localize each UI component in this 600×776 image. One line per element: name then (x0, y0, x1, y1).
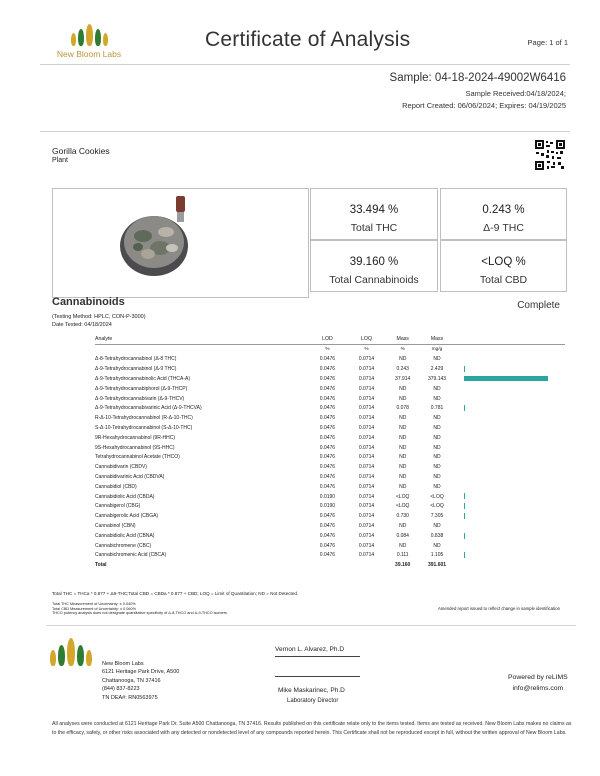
stat-label: Total CBD (479, 274, 528, 286)
lod-cell: 0.0190 (319, 493, 336, 500)
table-header-row (95, 334, 565, 344)
mass-mg-cell: ND (433, 425, 441, 432)
mass-mg-cell: ND (433, 454, 441, 461)
table-row (95, 521, 565, 531)
stat-total-cannabinoids (310, 240, 438, 292)
total-row (95, 560, 565, 570)
footer-divider (46, 625, 576, 626)
loq-cell: 0.0714 (358, 483, 375, 490)
lab-address (102, 660, 179, 702)
analyte-cell: R-Δ-10-Tetrahydrocannabinol (R-Δ-10-THC) (95, 415, 193, 422)
mass-mg-cell: ND (433, 356, 441, 363)
loq-cell: 0.0714 (358, 405, 375, 412)
amended-note: Amended report issued to reflect change in sample identification (437, 606, 560, 611)
stat-label: Total THC (350, 222, 398, 234)
loq-cell: 0.0714 (358, 474, 375, 481)
loq-cell: 0.0714 (358, 542, 375, 549)
analyte-cell: Cannabinol (CBN) (95, 523, 136, 530)
stat-label: Total Cannabinoids (329, 274, 419, 286)
lod-cell: 0.0476 (319, 532, 336, 539)
page-number: Page: 1 of 1 (527, 38, 568, 47)
powered-by (508, 672, 568, 694)
table-row (95, 433, 565, 443)
table-row (95, 551, 565, 561)
unit-loq: % (364, 347, 369, 353)
unit-lod: % (325, 347, 330, 353)
mass-pct-cell: ND (399, 542, 407, 549)
lod-cell: 0.0476 (319, 405, 336, 412)
product-name: Gorilla Cookies (52, 146, 110, 156)
mass-pct-cell: 37.914 (395, 376, 411, 383)
analyte-cell: 9S-Hexahydrocannabinol (9S-HHC) (95, 444, 175, 451)
uncertainty-notes (52, 602, 227, 616)
mass-pct-cell: ND (399, 356, 407, 363)
dea-license: TN DEA#: RN0563975 (102, 694, 158, 701)
report-dates: Report Created: 06/06/2024; Expires: 04/19/2025 (402, 101, 566, 110)
mass-pct-cell: ND (399, 425, 407, 432)
mass-pct-cell: ND (399, 395, 407, 402)
table-row (95, 531, 565, 541)
date-tested: Date Tested: 04/18/2024 (52, 322, 112, 328)
page-title: Certificate of Analysis (205, 28, 411, 51)
table-row (95, 492, 565, 502)
level-tick (464, 405, 465, 411)
lod-cell: 0.0476 (319, 523, 336, 530)
mass-pct-cell: <LOQ (395, 493, 410, 500)
lod-cell: 0.0476 (319, 385, 336, 392)
level-bar-cell (456, 482, 565, 492)
lod-cell: 0.0476 (319, 483, 336, 490)
col-bar (456, 334, 565, 344)
stat-value: 39.160 % (349, 256, 399, 268)
total-mg: 391.601 (427, 562, 447, 569)
level-bar-cell (456, 521, 565, 531)
analyte-cell: Cannabichromene (CBC) (95, 542, 152, 549)
mass-pct-cell: <LOQ (395, 503, 410, 510)
stat-value: 33.494 % (349, 204, 399, 216)
col-loq: LOQ (346, 334, 387, 344)
mass-mg-cell: <LOQ (430, 493, 444, 500)
footer-lab-name: New Bloom Labs (102, 661, 144, 667)
mass-mg-cell: 0.781 (430, 405, 444, 412)
table-row (95, 482, 565, 492)
contact-email[interactable]: info@relims.com (512, 685, 564, 692)
footer-leaf-logo-icon (50, 638, 92, 666)
lod-cell: 0.0476 (319, 552, 336, 559)
loq-cell: 0.0714 (358, 552, 375, 559)
mass-mg-cell: ND (433, 523, 441, 530)
loq-cell: 0.0714 (358, 532, 375, 539)
analyte-cell: Δ-9-Tetrahydrocannabivarin (Δ-9-THCV) (95, 395, 185, 402)
loq-cell: 0.0714 (358, 454, 375, 461)
loq-cell: 0.0714 (358, 376, 375, 383)
mass-pct-cell: ND (399, 464, 407, 471)
lab-phone: (844) 837-8223 (102, 686, 140, 693)
mass-mg-cell: 0.838 (430, 532, 444, 539)
uncertainty-thc: Total THC Measurement of Uncertainty: ± 0.040% (52, 602, 136, 606)
analyte-cell: Tetrahydrocannabinol Acetate (THCO) (95, 454, 180, 461)
mass-pct-cell: ND (399, 385, 407, 392)
table-row (95, 355, 565, 365)
level-bar (464, 376, 548, 381)
uncertainty-cbd: Total CBD Measurement of Uncertainty: ± 0.060% (52, 606, 136, 611)
level-bar-cell (456, 541, 565, 551)
lod-cell: 0.0476 (319, 513, 336, 520)
loq-cell: 0.0714 (358, 356, 375, 363)
loq-cell: 0.0714 (358, 523, 375, 530)
lod-cell: 0.0476 (319, 464, 336, 471)
sample-received: Sample Received:04/18/2024; (465, 89, 566, 98)
stat-label: Δ-9 THC (483, 222, 524, 234)
mass-mg-cell: <LOQ (430, 503, 444, 510)
sample-divider (40, 131, 570, 132)
stat-value: <LOQ % (481, 256, 526, 268)
lod-cell: 0.0190 (319, 503, 336, 510)
lab-logo (52, 24, 126, 59)
level-tick (464, 513, 465, 519)
analyte-cell: Cannabidiol (CBD) (95, 483, 137, 490)
level-bar-cell (456, 374, 565, 384)
mass-mg-cell: ND (433, 474, 441, 481)
level-bar-cell (456, 355, 565, 365)
analyte-cell: Δ-9-Tetrahydrocannabivarinic Acid (Δ-9-THCVA) (95, 405, 202, 412)
analyte-cell: Δ-9-Tetrahydrocannabinol (Δ-9 THC) (95, 366, 177, 373)
table-row (95, 511, 565, 521)
table-row (95, 502, 565, 512)
analyte-cell: S-Δ-10-Tetrahydrocannabinol (S-Δ-10-THC) (95, 425, 193, 432)
analyte-cell: Δ-9-Tetrahydrocannabiphorol (Δ-9-THCP) (95, 385, 188, 392)
stat-value: 0.243 % (482, 204, 525, 216)
lod-cell: 0.0476 (319, 434, 336, 441)
analyte-cell: Cannabidivarinic Acid (CBDVA) (95, 474, 165, 481)
mass-mg-cell: ND (433, 434, 441, 441)
analyte-cell: Δ-9-Tetrahydrocannabinolic Acid (THCA-A) (95, 376, 191, 383)
mass-pct-cell: 0.084 (396, 532, 409, 539)
table-row (95, 443, 565, 453)
mass-mg-cell: ND (433, 464, 441, 471)
signer2-name: Mike Maskarinec, Ph.D (278, 687, 345, 694)
lod-cell: 0.0476 (319, 454, 336, 461)
mass-mg-cell: 2.429 (430, 366, 444, 373)
section-title: Cannabinoids (52, 296, 125, 308)
loq-cell: 0.0714 (358, 385, 375, 392)
unit-mg: mg/g (431, 347, 443, 353)
leaf-logo-icon (52, 24, 126, 46)
table-row (95, 413, 565, 423)
level-tick (464, 366, 465, 372)
sample-photo (118, 192, 196, 280)
level-bar-cell (456, 413, 565, 423)
table-row (95, 364, 565, 374)
table-row (95, 384, 565, 394)
mass-pct-cell: ND (399, 454, 407, 461)
lod-cell: 0.0476 (319, 395, 336, 402)
level-bar-cell (456, 423, 565, 433)
analyte-cell: Cannabichromenic Acid (CBCA) (95, 552, 167, 559)
mass-pct-cell: ND (399, 474, 407, 481)
level-bar-cell (456, 443, 565, 453)
lod-cell: 0.0476 (319, 415, 336, 422)
potency-note: THCO potency analysis does not designate quantitative specificity of Δ-8-THCO and Δ-9-THCO isomers (52, 611, 227, 616)
mass-mg-cell: ND (433, 415, 441, 422)
mass-mg-cell: 379.143 (427, 376, 447, 383)
analyte-cell: Cannabidivarin (CBDV) (95, 464, 147, 471)
level-tick (464, 493, 465, 499)
testing-method: (Testing Method: HPLC, CON-P-3000) (52, 314, 146, 320)
loq-cell: 0.0714 (358, 425, 375, 432)
lod-cell: 0.0476 (319, 425, 336, 432)
col-analyte: Analyte (95, 334, 309, 344)
level-bar-cell (456, 364, 565, 374)
address-city: Chattanooga, TN 37416 (102, 677, 161, 684)
table-row (95, 394, 565, 404)
col-lod: LOD (309, 334, 346, 344)
mass-mg-cell: ND (433, 483, 441, 490)
lod-cell: 0.0476 (319, 376, 336, 383)
product-type: Plant (52, 157, 68, 164)
mass-mg-cell: ND (433, 542, 441, 549)
mass-mg-cell: 7.305 (430, 513, 444, 520)
powered-by-text: Powered by reLIMS (508, 674, 568, 681)
loq-cell: 0.0714 (358, 395, 375, 402)
header-divider (40, 64, 570, 65)
analyte-cell: Cannabidiolic Acid (CBDA) (95, 493, 155, 500)
table-row (95, 472, 565, 482)
formula-note: Total THC = THCa * 0.877 + Δ9-THC;Total CBD = CBDa * 0.877 + CBD; LOQ = Limit of Quantitation; ND = Not Detected. (52, 591, 299, 596)
lod-cell: 0.0476 (319, 444, 336, 451)
units-row (95, 344, 565, 354)
mass-pct-cell: ND (399, 444, 407, 451)
level-bar-cell (456, 462, 565, 472)
analyte-cell: 9R-Hexahydrocannabinol (9R-HHC) (95, 434, 176, 441)
level-bar-cell (456, 492, 565, 502)
level-bar-cell (456, 531, 565, 541)
analyte-cell: Cannabigerol (CBG) (95, 503, 141, 510)
results-table (95, 334, 565, 570)
lab-name: New Bloom Labs (56, 49, 122, 59)
table-row (95, 541, 565, 551)
level-tick (464, 533, 465, 539)
mass-pct-cell: ND (399, 523, 407, 530)
analyte-cell: Δ-8-Tetrahydrocannabinol (Δ-8 THC) (95, 356, 177, 363)
unit-analyte (95, 344, 309, 354)
disclaimer: All analyses were conducted at 6121 Heritage Park Dr. Suite A500 Chattanooga, TN 37416. Results published on this certificate relate only to the items tested. Items are tested as received. New Bloom Labs makes no claims as to the efficacy, safety, or other risks associated with any detected or nondetected level of any compounds reported herein. This Certificate shall not be reproduced except in full, without the written approval of New Bloom Labs. (52, 721, 572, 736)
stat-total-thc (310, 188, 438, 240)
mass-pct-cell: 0.111 (396, 552, 409, 559)
table-row (95, 404, 565, 414)
loq-cell: 0.0714 (358, 503, 375, 510)
level-tick (464, 552, 465, 558)
table-row (95, 453, 565, 463)
mass-pct-cell: ND (399, 434, 407, 441)
level-bar-cell (456, 511, 565, 521)
level-tick (464, 503, 465, 509)
table-row (95, 423, 565, 433)
loq-cell: 0.0714 (358, 513, 375, 520)
mass-mg-cell: ND (433, 385, 441, 392)
loq-cell: 0.0714 (358, 366, 375, 373)
unit-pct: % (400, 347, 405, 353)
analyte-cell: Cannabigerolic Acid (CBGA) (95, 513, 159, 520)
signature-line-1 (275, 656, 360, 657)
section-status: Complete (517, 300, 560, 311)
mass-pct-cell: ND (399, 483, 407, 490)
mass-pct-cell: ND (399, 415, 407, 422)
lod-cell: 0.0476 (319, 356, 336, 363)
sample-id: Sample: 04-18-2024-49002W6416 (389, 72, 566, 84)
signer1-name: Vernon L. Alvarez, Ph.D (275, 646, 345, 653)
signer2-title: Laboratory Director (287, 698, 339, 704)
loq-cell: 0.0714 (358, 493, 375, 500)
analyte-cell: Cannabidiolic Acid (CBNA) (95, 532, 155, 539)
level-bar-cell (456, 551, 565, 561)
mass-pct-cell: 0.730 (396, 513, 409, 520)
address-street: 6121 Heritage Park Drive, A500 (102, 669, 180, 676)
level-bar-cell (456, 453, 565, 463)
level-bar-cell (456, 472, 565, 482)
mass-pct-cell: 0.078 (396, 405, 409, 412)
col-mass-pct: Mass (387, 334, 418, 344)
table-row (95, 462, 565, 472)
level-bar-cell (456, 384, 565, 394)
table-row (95, 374, 565, 384)
total-pct: 39.160 (395, 562, 411, 569)
level-bar-cell (456, 433, 565, 443)
level-bar-cell (456, 394, 565, 404)
stat-total-cbd (440, 240, 567, 292)
mass-pct-cell: 0.243 (396, 366, 409, 373)
qr-code[interactable] (535, 140, 565, 170)
mass-mg-cell: ND (433, 395, 441, 402)
mass-mg-cell: 1.105 (430, 552, 444, 559)
loq-cell: 0.0714 (358, 464, 375, 471)
col-mass-mg: Mass (418, 334, 455, 344)
signature-line-2 (275, 676, 360, 677)
loq-cell: 0.0714 (358, 434, 375, 441)
loq-cell: 0.0714 (358, 415, 375, 422)
lod-cell: 0.0476 (319, 474, 336, 481)
stat-delta9-thc (440, 188, 567, 240)
loq-cell: 0.0714 (358, 444, 375, 451)
total-label: Total (95, 562, 107, 569)
lod-cell: 0.0476 (319, 542, 336, 549)
lod-cell: 0.0476 (319, 366, 336, 373)
mass-mg-cell: ND (433, 444, 441, 451)
level-bar-cell (456, 404, 565, 414)
level-bar-cell (456, 502, 565, 512)
